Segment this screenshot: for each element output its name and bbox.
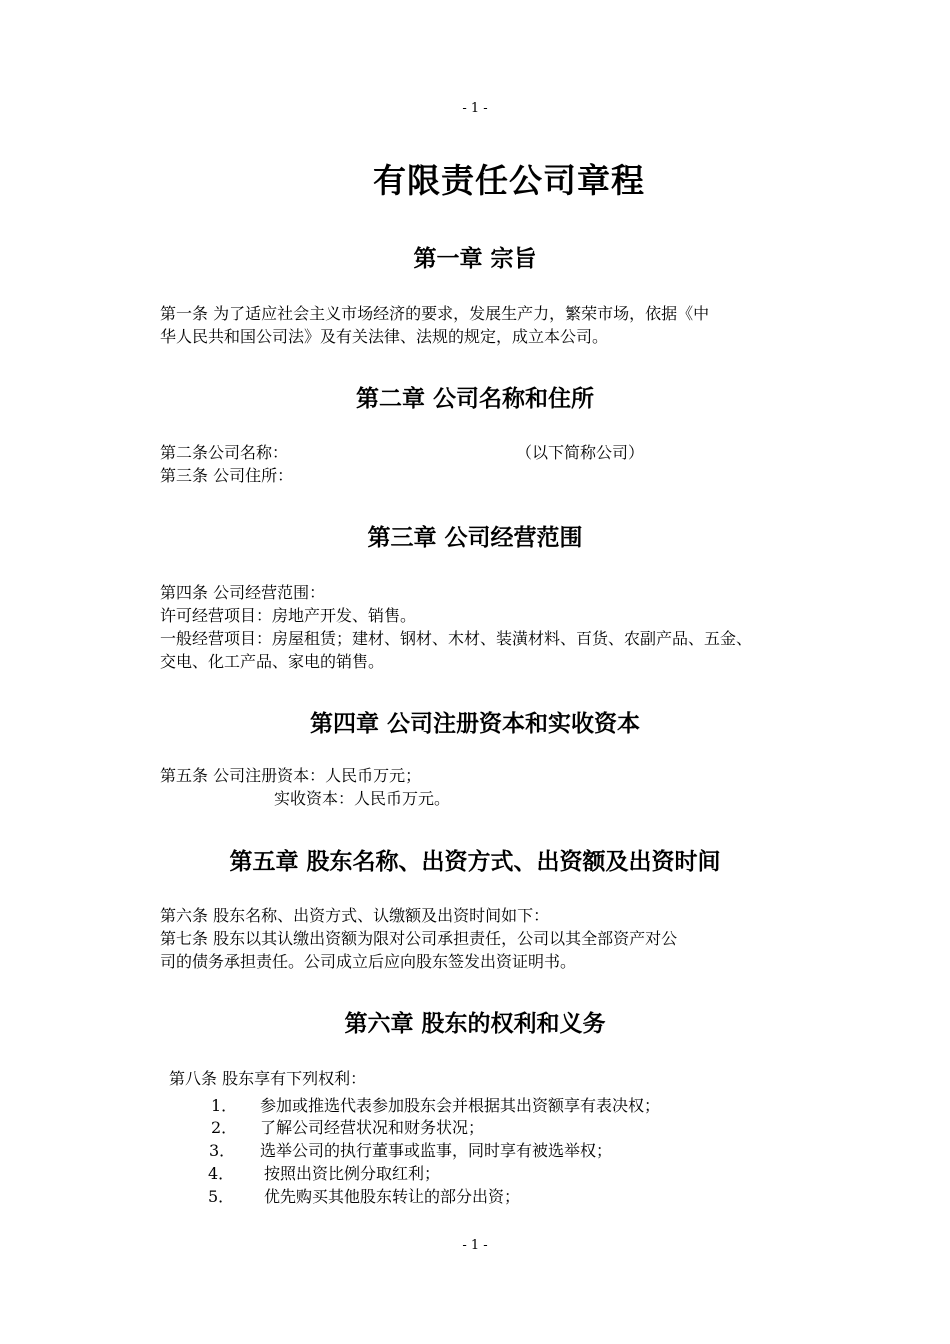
paragraph-line: 第六条 股东名称、出资方式、认缴额及出资时间如下： (160, 906, 550, 925)
chapter-heading: 第四章 公司注册资本和实收资本 (309, 711, 640, 737)
document-title: 有限责任公司章程 (373, 161, 645, 200)
page-number-bottom: - 1 - (462, 1238, 488, 1253)
list-item-number: 2． (211, 1118, 238, 1137)
paragraph-line: 第一条 为了适应社会主义市场经济的要求，发展生产力，繁荣市场，依据《中 (160, 304, 710, 323)
paragraph-line: 许可经营项目：房地产开发、销售。 (160, 606, 417, 625)
list-item-text: 参加或推选代表参加股东会并根据其出资额享有表决权； (260, 1096, 661, 1115)
chapter-heading: 第二章 公司名称和住所 (355, 386, 594, 412)
list-item-number: 1． (211, 1096, 238, 1115)
list-item-text: 了解公司经营状况和财务状况； (260, 1118, 485, 1137)
list-item-text: 优先购买其他股东转让的部分出资； (264, 1187, 521, 1206)
paragraph-line: 第二条公司名称： (160, 443, 289, 462)
chapter-heading: 第五章 股东名称、出资方式、出资额及出资时间 (229, 849, 721, 875)
paragraph-line: （以下简称公司） (516, 443, 645, 462)
paragraph-line: 司的债务承担责任。公司成立后应向股东签发出资证明书。 (160, 952, 577, 971)
page-number-top: - 1 - (462, 101, 488, 116)
chapter-heading: 第六章 股东的权利和义务 (344, 1011, 606, 1037)
paragraph-line: 第四条 公司经营范围： (160, 583, 326, 602)
paragraph-line: 实收资本：人民币万元。 (274, 789, 451, 808)
paragraph-line: 交电、化工产品、家电的销售。 (160, 652, 385, 671)
paragraph-line: 第七条 股东以其认缴出资额为限对公司承担责任，公司以其全部资产对公 (160, 929, 678, 948)
list-item-number: 4． (208, 1164, 235, 1183)
paragraph-line: 华人民共和国公司法》及有关法律、法规的规定，成立本公司。 (160, 327, 609, 346)
paragraph-line: 第三条 公司住所： (160, 466, 294, 485)
list-item-text: 按照出资比例分取红利； (264, 1164, 441, 1183)
paragraph-line: 第五条 公司注册资本：人民币万元； (160, 766, 422, 785)
list-item-number: 3． (209, 1141, 236, 1160)
paragraph-line: 第八条 股东享有下列权利： (169, 1069, 367, 1088)
list-item-number: 5． (208, 1187, 235, 1206)
paragraph-line: 一般经营项目：房屋租赁；建材、钢材、木材、装潢材料、百货、农副产品、五金、 (160, 629, 753, 648)
chapter-heading: 第一章 宗旨 (413, 246, 537, 272)
chapter-heading: 第三章 公司经营范围 (367, 525, 583, 551)
list-item-text: 选举公司的执行董事或监事，同时享有被选举权； (260, 1141, 613, 1160)
